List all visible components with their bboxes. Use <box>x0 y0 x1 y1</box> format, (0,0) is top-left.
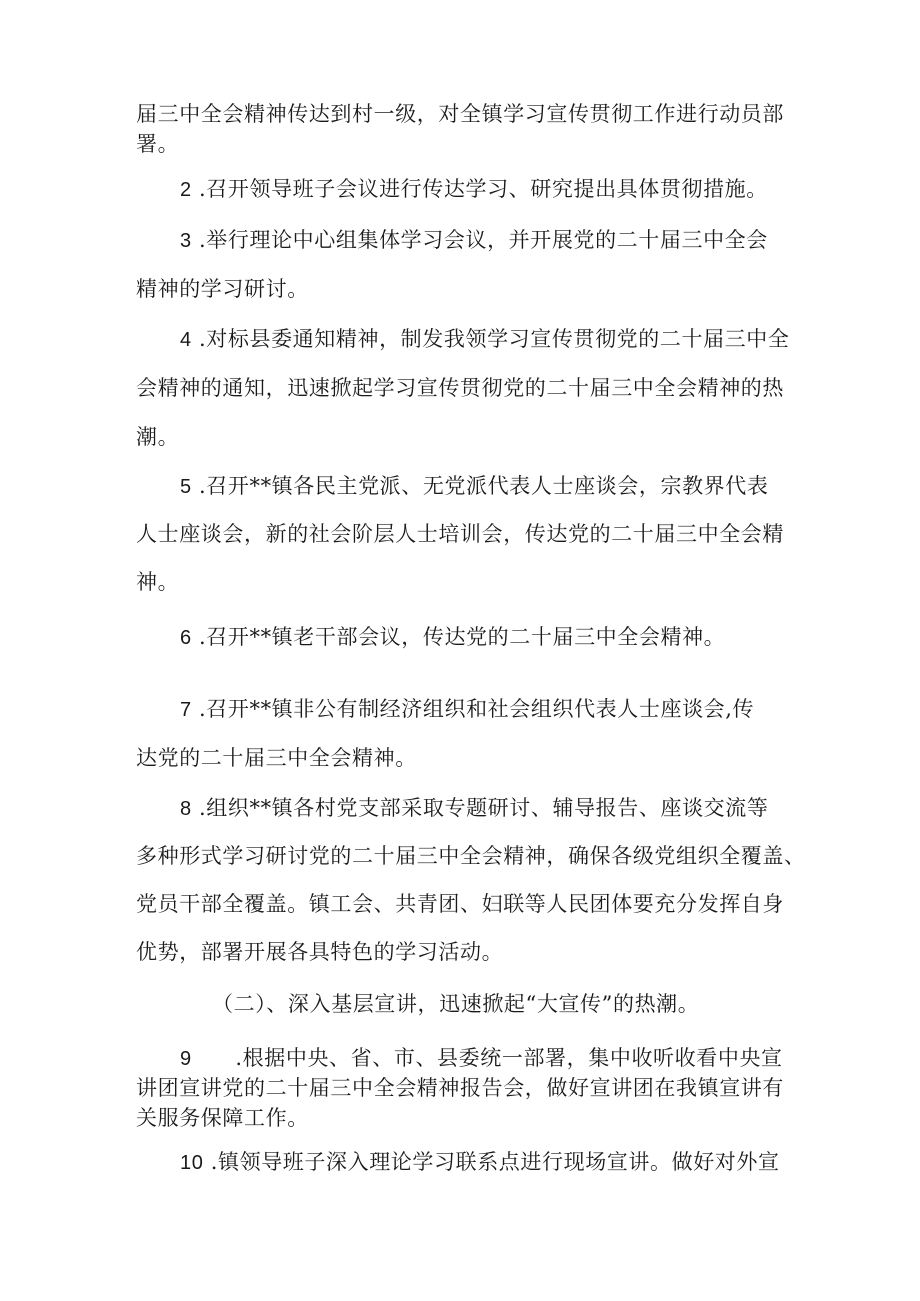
list-item-5 <box>180 473 768 500</box>
list-item-9-line-2: 讲团宣讲党的二十届三中全会精神报告会，做好宣讲团在我镇宣讲有 <box>136 1076 784 1100</box>
item-text: .镇领导班子深入理论学习联系点进行现场宣讲。做好对外宣 <box>203 1150 780 1174</box>
item-number: 9 <box>180 1048 192 1070</box>
item-text: .根据中央、省、市、县委统一部署，集中收听收看中央宣 <box>191 1046 783 1070</box>
item-number: 5 <box>180 476 192 498</box>
section-heading: （二）、深入基层宣讲，迅速掀起“大宣传”的热潮。 <box>212 992 700 1016</box>
item-text: .组织**镇各村党支部采取专题研讨、辅导报告、座谈交流等 <box>191 796 769 820</box>
list-item-9 <box>180 1045 783 1072</box>
list-item-2 <box>180 176 768 203</box>
list-item-5-line-2: 人士座谈会，新的社会阶层人士培训会，传达党的二十届三中全会精 <box>136 522 784 546</box>
list-item-8-line-3: 党员干部全覆盖。镇工会、共青团、妇联等人民团体要充分发挥自身 <box>136 892 784 916</box>
item-number: 4 <box>180 329 192 351</box>
item-text: .召开**镇老干部会议，传达党的二十届三中全会精神。 <box>191 625 726 649</box>
list-item-8-line-2: 多种形式学习研讨党的二十届三中全会精神，确保各级党组织全覆盖、 <box>136 844 806 868</box>
item-text: .对标县委通知精神，制发我领学习宣传贯彻党的二十届三中全 <box>191 327 790 351</box>
list-item-4 <box>180 326 789 353</box>
list-item-4-line-2: 会精神的通知，迅速掀起学习宣传贯彻党的二十届三中全会精神的热 <box>136 376 784 400</box>
item-text: .举行理论中心组集体学习会议，并开展党的二十届三中全会 <box>191 228 768 252</box>
item-number: 2 <box>180 179 192 201</box>
item-number: 8 <box>180 798 192 820</box>
list-item-8 <box>180 795 768 822</box>
list-item-7-line-2: 达党的二十届三中全会精神。 <box>136 746 417 770</box>
list-item-6 <box>180 624 725 651</box>
item-number: 3 <box>180 230 192 252</box>
list-item-7 <box>180 696 754 723</box>
item-number: 6 <box>180 627 192 649</box>
list-item-3 <box>180 227 768 254</box>
list-item-9-line-3: 关服务保障工作。 <box>136 1106 309 1130</box>
item-text: .召开领导班子会议进行传达学习、研究提出具体贯彻措施。 <box>191 177 768 201</box>
list-item-8-line-4: 优势，部署开展各具特色的学习活动。 <box>136 940 504 964</box>
item-text: .召开**镇各民主党派、无党派代表人士座谈会，宗教界代表 <box>191 474 769 498</box>
list-item-10 <box>180 1149 780 1176</box>
list-item-4-line-3: 潮。 <box>136 425 180 449</box>
paragraph-continuation-line-1: 届三中全会精神传达到村一级，对全镇学习宣传贯彻工作进行动员部 <box>136 102 784 126</box>
item-number: 10 <box>180 1152 204 1174</box>
item-text: .召开**镇非公有制经济组织和社会组织代表人士座谈会,传 <box>191 697 755 721</box>
item-number: 7 <box>180 699 192 721</box>
list-item-5-line-3: 神。 <box>136 570 180 594</box>
paragraph-continuation-line-2: 署。 <box>136 132 180 156</box>
list-item-3-line-2: 精神的学习研讨。 <box>136 277 309 301</box>
